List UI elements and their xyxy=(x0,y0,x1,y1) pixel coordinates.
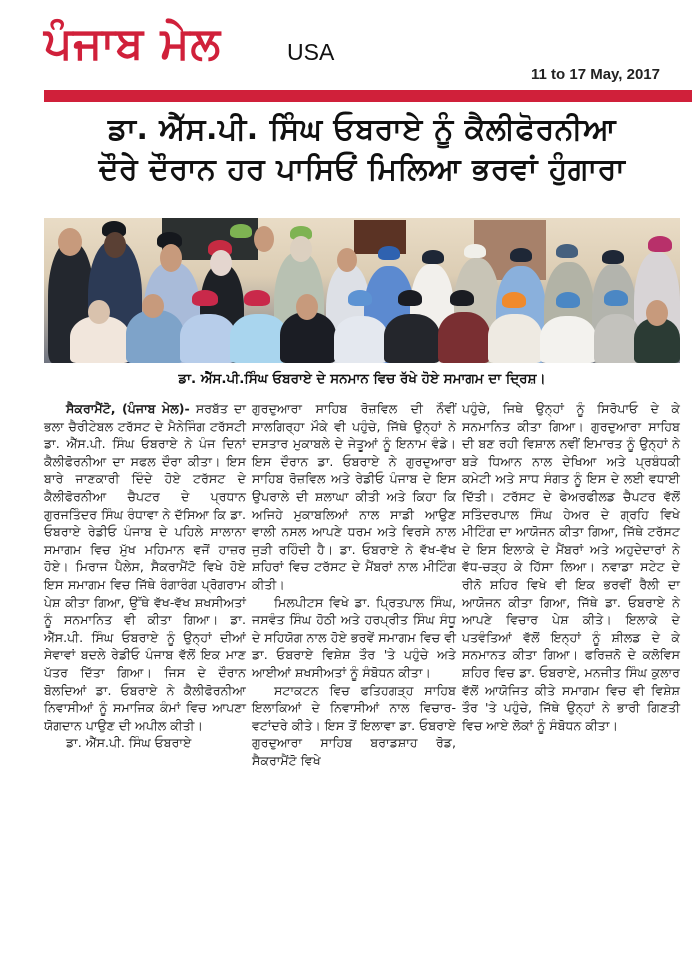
headline-line: ਡਾ. ਐੱਸ.ਪੀ. ਸਿੰਘ ਓਬਰਾਏ ਨੂੰ ਕੈਲੀਫੋਰਨੀਆ xyxy=(107,112,617,147)
article-column-2 xyxy=(252,400,456,769)
photo-turban xyxy=(602,250,624,264)
photo-turban xyxy=(604,290,628,306)
group-photo xyxy=(44,218,680,363)
photo-person-head xyxy=(290,236,312,262)
photo-turban xyxy=(450,290,474,306)
photo-person-head xyxy=(104,232,126,258)
masthead xyxy=(40,14,690,94)
photo-turban xyxy=(378,246,400,260)
photo-turban xyxy=(422,250,444,264)
photo-turban xyxy=(230,224,252,238)
photo-turban xyxy=(192,290,218,306)
photo-person xyxy=(438,312,490,363)
photo-turban xyxy=(502,292,526,308)
newspaper-edition: USA xyxy=(287,39,335,65)
photo-turban xyxy=(464,244,486,258)
headline-line: ਦੌਰੇ ਦੌਰਾਨ ਹਰ ਪਾਸਿਓਂ ਮਿਲਿਆ ਭਰਵਾਂ ਹੁੰਗਾਰਾ xyxy=(98,152,626,187)
photo-turban xyxy=(510,248,532,262)
photo-person-head xyxy=(646,300,668,326)
photo-person xyxy=(384,314,440,363)
masthead-divider xyxy=(44,90,692,102)
article-paragraph: ਸਟਾਕਟਨ ਵਿਚ ਫਤਿਹਗੜ੍ਹ ਸਾਹਿਬ ਇਲਾਕਿਆਂ ਦੇ ਨਿਵਾਸੀਆਂ ਨਾਲ ਵਿਚਾਰ-ਵਟਾਂਦਰੇ ਕੀਤੇ। ਇਸ ਤੋਂ ਇਲਾਵਾ ਡਾ. ਓਬਰਾਏ ਗੁਰਦੁਆਰਾ ਸਾਹਿਬ ਬਰਾਡਸ਼ਾਹ ਰੋਡ, ਸੈਕਰਾਮੈਂਟੋ ਵਿਖੇ xyxy=(252,682,456,768)
photo-turban xyxy=(556,244,578,258)
photo-caption: ਡਾ. ਐੱਸ.ਪੀ.ਸਿੰਘ ਓਬਰਾਏ ਦੇ ਸਨਮਾਨ ਵਿਚ ਰੱਖੇ ਹੋਏ ਸਮਾਗਮ ਦਾ ਦ੍ਰਿਸ਼। xyxy=(178,371,546,387)
article-paragraph: ਮਿਲਪੀਟਸ ਵਿਖੇ ਡਾ. ਪ੍ਰਿਤਪਾਲ ਸਿੰਘ, ਜਸਵੰਤ ਸਿੰਘ ਹੋਠੀ ਅਤੇ ਹਰਪ੍ਰੀਤ ਸਿੰਘ ਸੰਧੂ ਦੇ ਸਹਿਯੋਗ ਨਾਲ ਹੋਏ ਭਰਵੇਂ ਸਮਾਗਮ ਵਿਚ ਵੀ ਡਾ. ਓਬਰਾਏ ਵਿਸ਼ੇਸ਼ ਤੌਰ 'ਤੇ ਪਹੁੰਚੇ ਅਤੇ ਆਈਆਂ ਸ਼ਖਸੀਅਤਾਂ ਨੂੰ ਸੰਬੋਧਨ ਕੀਤਾ। xyxy=(252,594,456,680)
photo-turban xyxy=(556,292,580,308)
photo-person xyxy=(488,314,542,363)
photo-turban xyxy=(648,236,672,252)
paragraph-text: ਸਰਬੱਤ ਦਾ ਭਲਾ ਚੈਰੀਟੇਬਲ ਟਰੱਸਟ ਦੇ ਮੈਨੇਜਿੰਗ ਟਰੱਸਟੀ ਡਾ. ਐੱਸ.ਪੀ. ਸਿੰਘ ਓਬਰਾਏ ਨੇ ਪੰਜ ਦਿਨਾਂ ਕੈਲੀਫੋਰਨੀਆ ਦਾ ਸਫਲ ਦੌਰਾ ਕੀਤਾ। ਇਸ ਬਾਰੇ ਜਾਣਕਾਰੀ ਦਿੰਦੇ ਹੋਏ ਟਰੱਸਟ ਦੇ ਕੈਲੀਫੋਰਨੀਆ ਚੈਪਟਰ ਦੇ ਪ੍ਰਧਾਨ ਗੁਰਜਤਿੰਦਰ ਸਿੰਘ ਰੰਧਾਵਾ ਨੇ ਦੱਸਿਆ ਕਿ ਡਾ. ਓਬਰਾਏ ਰੇਡੀਓ ਪੰਜਾਬ ਦੇ ਪਹਿਲੇ ਸਾਲਾਨਾ ਸਮਾਗਮ ਵਿਚ ਮੁੱਖ ਮਹਿਮਾਨ ਵਜੋਂ ਹਾਜ਼ਰ ਹੋਏ। ਮਿਰਾਜ ਪੈਲੇਸ, ਸੈਕਰਾਮੈਂਟੋ ਵਿਖੇ ਹੋਏ ਇਸ ਸਮਾਗਮ ਵਿਚ ਜਿੱਥੇ ਰੰਗਾਰੰਗ ਪ੍ਰੋਗਰਾਮ ਪੇਸ਼ ਕੀਤਾ ਗਿਆ, ਉੱਥੇ ਵੱਖ-ਵੱਖ ਸ਼ਖਸੀਅਤਾਂ ਨੂੰ ਸਨਮਾਨਿਤ ਵੀ ਕੀਤਾ ਗਿਆ। ਡਾ. ਐੱਸ.ਪੀ. ਸਿੰਘ ਓਬਰਾਏ ਨੂੰ ਉਨ੍ਹਾਂ ਦੀਆਂ ਸੇਵਾਵਾਂ ਬਦਲੇ ਰੇਡੀਓ ਪੰਜਾਬ ਵੱਲੋਂ ਇਕ ਮਾਣ ਪੱਤਰ ਦਿੱਤਾ ਗਿਆ। ਜਿਸ ਦੇ ਦੌਰਾਨ ਬੋਲਦਿਆਂ ਡਾ. ਓਬਰਾਏ ਨੇ ਕੈਲੀਫੋਰਨੀਆ ਨਿਵਾਸੀਆਂ ਨੂੰ ਸਮਾਜਿਕ ਕੰਮਾਂ ਵਿਚ ਆਪਣਾ ਯੋਗਦਾਨ ਪਾਉਣ ਦੀ ਅਪੀਲ ਕੀਤੀ। xyxy=(44,401,246,733)
article-paragraph xyxy=(44,400,246,734)
photo-person-head xyxy=(160,244,182,272)
photo-person-head xyxy=(254,226,274,252)
article-paragraph: ਪਹੁੰਚੇ, ਜਿਥੇ ਉਨ੍ਹਾਂ ਨੂੰ ਸਿਰੋਪਾਓ ਦੇ ਕੇ ਸਨਮਾਨਿਤ ਕੀਤਾ ਗਿਆ। ਗੁਰਦੁਆਰਾ ਸਾਹਿਬ ਦੀ ਬਣ ਰਹੀ ਵਿਸ਼ਾਲ ਨਵੀਂ ਇਮਾਰਤ ਨੂੰ ਉਨ੍ਹਾਂ ਨੇ ਬੜੇ ਧਿਆਨ ਨਾਲ ਦੇਖਿਆ ਅਤੇ ਪ੍ਰਬੰਧਕੀ ਕਮੇਟੀ ਅਤੇ ਸਾਧ ਸੰਗਤ ਨੂੰ ਇਸ ਦੇ ਲਈ ਵਧਾਈ ਦਿੱਤੀ। ਟਰੱਸਟ ਦੇ ਫੇਅਰਫੀਲਡ ਚੈਪਟਰ ਵੱਲੋਂ ਸਤਿੰਦਰਪਾਲ ਸਿੰਘ ਹੇਅਰ ਦੇ ਗ੍ਰਹਿ ਵਿਖੇ ਮੀਟਿੰਗ ਦਾ ਆਯੋਜਨ ਕੀਤਾ ਗਿਆ, ਜਿੱਥੇ ਟਰੱਸਟ ਦੇ ਇਸ ਇਲਾਕੇ ਦੇ ਮੈਂਬਰਾਂ ਅਤੇ ਅਹੁਦੇਦਾਰਾਂ ਨੇ ਵੱਧ-ਚੜ੍ਹ ਕੇ ਹਿੱਸਾ ਲਿਆ। ਨਵਾਡਾ ਸਟੇਟ ਦੇ ਰੀਨੋ ਸ਼ਹਿਰ ਵਿਖੇ ਵੀ ਇਕ ਭਰਵੀਂ ਰੈਲੀ ਦਾ ਆਯੋਜਨ ਕੀਤਾ ਗਿਆ, ਜਿੱਥੇ ਡਾ. ਓਬਰਾਏ ਨੇ ਆਪਣੇ ਵਿਚਾਰ ਪੇਸ਼ ਕੀਤੇ। ਇਲਾਕੇ ਦੇ ਪਤਵੰਤਿਆਂ ਵੱਲੋਂ ਇਨ੍ਹਾਂ ਨੂੰ ਸ਼ੀਲਡ ਦੇ ਕੇ ਸਨਮਾਨਤ ਕੀਤਾ ਗਿਆ। ਫਰਿਜ਼ਨੋ ਦੇ ਕਲੋਵਿਸ ਸ਼ਹਿਰ ਵਿਚ ਡਾ. ਓਬਰਾਏ, ਮਨਜੀਤ ਸਿੰਘ ਕੁਲਾਰ ਵੱਲੋਂ ਆਯੋਜਿਤ ਕੀਤੇ ਸਮਾਗਮ ਵਿਚ ਵੀ ਵਿਸ਼ੇਸ਼ ਤੌਰ 'ਤੇ ਪਹੁੰਚੇ, ਜਿੱਥੇ ਉਨ੍ਹਾਂ ਨੇ ਭਾਰੀ ਗਿਣਤੀ ਵਿਚ ਆਏ ਲੋਕਾਂ ਨੂੰ ਸੰਬੋਧਨ ਕੀਤਾ। xyxy=(462,401,680,733)
article-headline xyxy=(44,110,680,190)
newspaper-title: ਪੰਜਾਬ ਮੇਲ xyxy=(44,18,222,69)
photo-turban xyxy=(244,290,270,306)
dateline: ਸੈਕਰਾਮੈਂਟੋ, (ਪੰਜਾਬ ਮੇਲ)- xyxy=(66,401,190,416)
photo-person-head xyxy=(58,228,82,256)
photo-person-head xyxy=(296,294,318,320)
article-column-1 xyxy=(44,400,246,752)
article-paragraph: ਡਾ. ਐੱਸ.ਪੀ. ਸਿੰਘ ਓਬਰਾਏ xyxy=(66,735,192,751)
photo-person-head xyxy=(337,248,357,272)
photo-turban xyxy=(348,290,372,306)
article-paragraph: ਗੁਰਦੁਆਰਾ ਸਾਹਿਬ ਰੋਜ਼ਵਿਲ ਦੀ ਨੌਵੀਂ ਸਾਲਗਿਰ੍ਹਾ ਮੌਕੇ ਵੀ ਪਹੁੰਚੇ, ਜਿੱਥੇ ਉਨ੍ਹਾਂ ਨੇ ਦਸਤਾਰ ਮੁਕਾਬਲੇ ਦੇ ਜੇਤੂਆਂ ਨੂੰ ਇਨਾਮ ਵੰਡੇ। ਇਸ ਦੌਰਾਨ ਡਾ. ਓਬਰਾਏ ਨੇ ਗੁਰਦੁਆਰਾ ਸਾਹਿਬ ਰੋਜ਼ਵਿਲ ਅਤੇ ਰੇਡੀਓ ਪੰਜਾਬ ਦੇ ਇਸ ਉਪਰਾਲੇ ਦੀ ਸ਼ਲਾਘਾ ਕੀਤੀ ਅਤੇ ਕਿਹਾ ਕਿ ਅਜਿਹੇ ਮੁਕਾਬਲਿਆਂ ਨਾਲ ਸਾਡੀ ਆਉਣ ਵਾਲੀ ਨਸਲ ਆਪਣੇ ਧਰਮ ਅਤੇ ਵਿਰਸੇ ਨਾਲ ਜੁੜੀ ਰਹਿੰਦੀ ਹੈ। ਡਾ. ਓਬਰਾਏ ਨੇ ਵੱਖ-ਵੱਖ ਸ਼ਹਿਰਾਂ ਵਿਚ ਟਰੱਸਟ ਦੇ ਮੈਂਬਰਾਂ ਨਾਲ ਮੀਟਿੰਗ ਕੀਤੀ। xyxy=(252,401,456,592)
photo-person xyxy=(540,316,596,363)
photo-person xyxy=(334,316,388,363)
photo-person-head xyxy=(142,294,164,318)
photo-person xyxy=(126,310,184,363)
issue-date: 11 to 17 May, 2017 xyxy=(531,66,660,83)
article-column-3 xyxy=(462,400,680,734)
photo-person xyxy=(180,314,236,363)
photo-person-head xyxy=(210,250,232,276)
photo-turban xyxy=(398,290,422,306)
photo-person-head xyxy=(88,300,110,324)
